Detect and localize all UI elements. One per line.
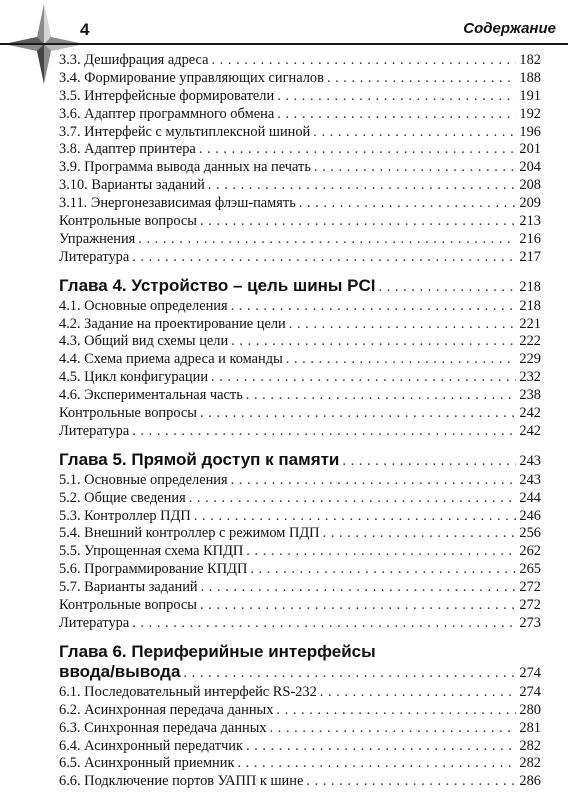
toc-entry[interactable] (59, 213, 541, 231)
toc-entry-title: 4.3. Общий вид схемы цели (59, 333, 229, 350)
dot-leader (199, 141, 517, 159)
dot-leader (132, 615, 516, 633)
toc-entry[interactable] (59, 423, 541, 441)
toc-entry[interactable] (59, 159, 541, 177)
dot-leader (132, 249, 516, 267)
toc-entry-title: Литература (59, 248, 130, 265)
dot-leader (320, 684, 517, 702)
toc-entry-title: 5.7. Варианты заданий (59, 579, 198, 596)
dot-leader (323, 525, 517, 543)
toc-entry-page: 272 (519, 597, 541, 614)
page-number: 4 (80, 20, 90, 39)
toc-entry[interactable] (59, 508, 541, 526)
dot-leader (200, 405, 516, 423)
toc-entry-title: 3.9. Программа вывода данных на печать (59, 159, 311, 176)
toc-entry[interactable] (59, 231, 541, 249)
toc-entry[interactable] (59, 579, 541, 597)
toc-entry-page: 242 (519, 422, 541, 439)
page-header (0, 0, 568, 50)
toc-entry[interactable] (59, 369, 541, 387)
toc-entry-page: 204 (519, 159, 541, 176)
toc-entry-page: 243 (519, 471, 541, 488)
section-list-chapter5 (59, 472, 541, 633)
dot-leader (246, 387, 517, 405)
toc-entry-page: 188 (519, 69, 541, 86)
toc-entry-page: 218 (519, 297, 541, 314)
dot-leader (200, 597, 516, 615)
dot-leader (246, 738, 516, 756)
toc-entry-title: 6.2. Асинхронная передача данных (59, 701, 274, 718)
toc-entry-page: 272 (519, 579, 541, 596)
dot-leader (211, 52, 516, 70)
chapter-heading-4[interactable] (59, 276, 541, 296)
toc-entry[interactable] (59, 684, 541, 702)
toc-entry-title: 6.5. Асинхронный приемник (59, 755, 235, 772)
toc-entry[interactable] (59, 195, 541, 213)
toc-entry[interactable] (59, 88, 541, 106)
toc-entry-page: 182 (519, 52, 541, 68)
section-list-chapter4 (59, 298, 541, 441)
toc-entry[interactable] (59, 720, 541, 738)
toc-entry-title: 3.3. Дешифрация адреса (59, 52, 209, 68)
toc-entry[interactable] (59, 472, 541, 490)
toc-entry[interactable] (59, 249, 541, 267)
table-of-contents (59, 52, 541, 791)
dot-leader (211, 369, 516, 387)
toc-entry-title: 5.1. Основные определения (59, 471, 228, 488)
toc-entry-page: 282 (519, 755, 541, 772)
toc-entry-page: 265 (519, 561, 541, 578)
toc-entry-title: 6.3. Синхронная передача данных (59, 719, 267, 736)
toc-entry-title: 3.7. Интерфейс с мультиплексной шиной (59, 123, 311, 140)
toc-entry-page: 217 (519, 248, 541, 265)
toc-entry-page: 246 (519, 507, 541, 524)
header-rule (0, 43, 568, 45)
toc-entry-title: 5.2. Общие сведения (59, 489, 186, 506)
chapter-title-line1: Глава 6. Периферийные интерфейсы (59, 641, 376, 661)
chapter-page: 218 (519, 278, 541, 295)
dot-leader (277, 106, 516, 124)
toc-entry[interactable] (59, 773, 541, 791)
toc-entry-title: Контрольные вопросы (59, 597, 197, 614)
toc-entry-title: 4.1. Основные определения (59, 297, 228, 314)
toc-entry[interactable] (59, 490, 541, 508)
dot-leader (379, 277, 517, 297)
dot-leader (327, 70, 517, 88)
chapter-page: 243 (519, 452, 541, 469)
toc-entry-title: 3.4. Формирование управляющих сигналов (59, 69, 324, 86)
toc-entry-title: 5.3. Контроллер ПДП (59, 507, 191, 524)
dot-leader (342, 451, 516, 471)
toc-entry-title: 3.11. Энергонезависимая флэш-память (59, 195, 296, 212)
toc-entry-page: 282 (519, 737, 541, 754)
toc-entry-page: 192 (519, 105, 541, 122)
toc-entry-page: 262 (519, 543, 541, 560)
dot-leader (132, 423, 516, 441)
dot-leader (276, 702, 516, 720)
toc-entry-title: 3.8. Адаптер принтера (59, 141, 196, 158)
dot-leader (237, 755, 516, 773)
toc-entry-title: 4.4. Схема приема адреса и команды (59, 351, 283, 368)
toc-entry-page: 209 (519, 195, 541, 212)
toc-entry-title: 4.6. Экспериментальная часть (59, 387, 243, 404)
toc-entry-page: 274 (519, 683, 541, 700)
toc-entry-title: Контрольные вопросы (59, 213, 197, 230)
toc-entry[interactable] (59, 70, 541, 88)
toc-entry-page: 281 (519, 719, 541, 736)
toc-entry-page: 242 (519, 405, 541, 422)
toc-entry[interactable] (59, 615, 541, 633)
toc-entry-page: 229 (519, 351, 541, 368)
dot-leader (231, 333, 516, 351)
toc-entry-page: 286 (519, 773, 541, 790)
dot-leader (246, 543, 516, 561)
dot-leader (299, 195, 517, 213)
toc-entry[interactable] (59, 597, 541, 615)
toc-entry-title: 5.4. Внешний контроллер с режимом ПДП (59, 525, 320, 542)
dot-leader (200, 213, 516, 231)
toc-entry-page: 213 (519, 213, 541, 230)
toc-entry[interactable] (59, 316, 541, 334)
toc-entry[interactable] (59, 702, 541, 720)
toc-entry-page: 232 (519, 369, 541, 386)
toc-entry[interactable] (59, 543, 541, 561)
dot-leader (289, 316, 517, 334)
dot-leader (314, 159, 517, 177)
toc-entry-title: 3.10. Варианты заданий (59, 177, 205, 194)
dot-leader (183, 663, 516, 683)
toc-entry[interactable] (59, 405, 541, 423)
toc-entry[interactable] (59, 561, 541, 579)
toc-entry-title: 6.6. Подключение портов УАПП к шине (59, 773, 304, 790)
toc-entry[interactable] (59, 52, 541, 70)
toc-entry-page: 201 (519, 141, 541, 158)
toc-entry-title: Литература (59, 614, 130, 631)
toc-entry-page: 191 (519, 87, 541, 104)
dot-leader (208, 177, 517, 195)
toc-entry-title: 4.5. Цикл конфигурации (59, 369, 209, 386)
toc-entry-title: 6.4. Асинхронный передатчик (59, 737, 243, 754)
toc-entry-page: 221 (519, 315, 541, 332)
toc-entry[interactable] (59, 298, 541, 316)
chapter-heading-5[interactable] (59, 450, 541, 470)
toc-entry[interactable] (59, 141, 541, 159)
toc-entry-page: 216 (519, 230, 541, 247)
toc-entry-page: 208 (519, 177, 541, 194)
toc-entry[interactable] (59, 387, 541, 405)
toc-entry-title: Контрольные вопросы (59, 405, 197, 422)
dot-leader (201, 579, 517, 597)
dot-leader (231, 298, 517, 316)
toc-entry-page: 280 (519, 701, 541, 718)
chapter-title-line2: ввода/вывода (59, 661, 181, 681)
toc-entry-title: 6.1. Последовательный интерфейс RS-232 (59, 683, 317, 700)
toc-entry-title: 3.6. Адаптер программного обмена (59, 105, 275, 122)
section-list-chapter6 (59, 684, 541, 791)
dot-leader (138, 231, 516, 249)
toc-entry-page: 244 (519, 489, 541, 506)
chapter-title: Глава 4. Устройство – цель шины PCI (59, 275, 376, 295)
toc-entry-title: Литература (59, 422, 130, 439)
section-list-chapter3 (59, 52, 541, 267)
dot-leader (277, 88, 516, 106)
toc-entry[interactable] (59, 333, 541, 351)
dot-leader (231, 472, 517, 490)
toc-entry-page: 222 (519, 333, 541, 350)
chapter-page: 274 (519, 664, 541, 681)
toc-entry[interactable] (59, 177, 541, 195)
chapter-title: Глава 5. Прямой доступ к памяти (59, 449, 340, 469)
toc-entry-title: 5.5. Упрощенная схема КПДП (59, 543, 244, 560)
toc-entry[interactable] (59, 124, 541, 142)
toc-entry-page: 256 (519, 525, 541, 542)
dot-leader (270, 720, 517, 738)
dot-leader (313, 124, 516, 142)
toc-entry[interactable] (59, 755, 541, 773)
dot-leader (250, 561, 516, 579)
dot-leader (306, 773, 516, 791)
toc-entry-title: Упражнения (59, 230, 136, 247)
dot-leader (194, 508, 517, 526)
toc-entry-title: 4.2. Задание на проектирование цели (59, 315, 286, 332)
running-title: Содержание (463, 20, 556, 37)
chapter-heading-6[interactable] (59, 642, 541, 682)
toc-entry[interactable] (59, 351, 541, 369)
toc-entry-page: 273 (519, 614, 541, 631)
toc-entry-page: 238 (519, 387, 541, 404)
toc-entry[interactable] (59, 106, 541, 124)
toc-entry[interactable] (59, 525, 541, 543)
toc-entry-page: 196 (519, 123, 541, 140)
toc-entry[interactable] (59, 738, 541, 756)
dot-leader (189, 490, 517, 508)
dot-leader (286, 351, 517, 369)
toc-entry-title: 5.6. Программирование КПДП (59, 561, 248, 578)
toc-entry-title: 3.5. Интерфейсные формирователи (59, 87, 275, 104)
